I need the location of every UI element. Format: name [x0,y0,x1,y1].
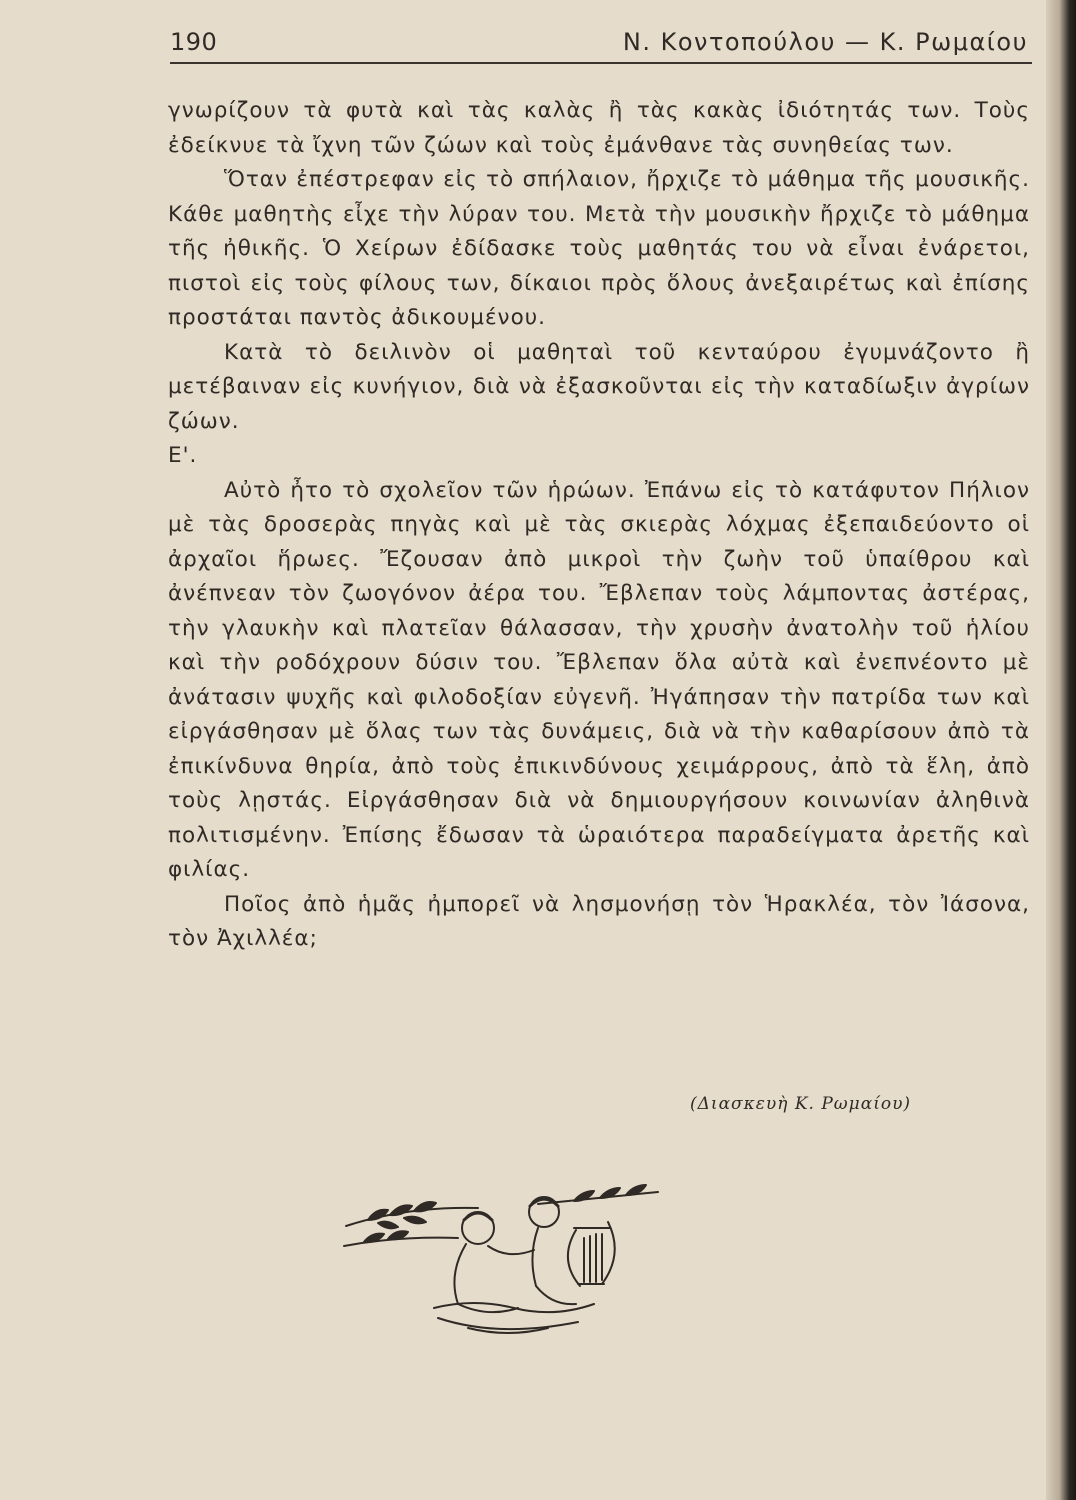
paragraph-1: γνωρίζουν τὰ φυτὰ καὶ τὰς καλὰς ἢ τὰς κακὰς ἰδιότητάς των. Τοὺς ἐδείκνυε τὰ ἴχνη τῶν ζώων καὶ τοὺς ἐμάνθανε τὰς συνηθείας των. [168,98,1030,158]
page-binding-edge [1046,0,1076,1500]
paragraph-4: Αὐτὸ ἦτο τὸ σχολεῖον τῶν ἡρώων. Ἐπάνω εἰς τὸ κατάφυτον Πήλιον μὲ τὰς δροσερὰς πηγὰς καὶ μὲ τὰς σκιερὰς λόχμας ἐξεπαιδεύοντο οἱ ἀρχαῖοι ἥρωες. Ἔζουσαν ἀπὸ μικροὶ τὴν ζωὴν τοῦ ὑπαίθρου καὶ ἀνέπνεαν τὸν ζωογόνον ἀέρα του. Ἔβλεπαν τοὺς λάμποντας ἀστέρας, τὴν γλαυκὴν καὶ πλατεῖαν θάλασσαν, τὴν χρυσὴν ἀνατολὴν τοῦ ἡλίου καὶ τὴν ροδόχρουν δύσιν του. Ἔβλεπαν ὅλα αὐτὰ καὶ ἐνεπνέοντο μὲ ἀνάτασιν ψυχῆς καὶ φιλοδοξίαν εὐγενῆ. Ἠγάπησαν τὴν πατρίδα των καὶ εἰργάσθησαν μὲ ὅλας των τὰς δυνάμεις, διὰ νὰ τὴν καθαρίσουν ἀπὸ τὰ ἐπικίνδυνα θηρία, ἀπὸ τοὺς ἐπικινδύνους χειμάρρους, ἀπὸ τὰ ἕλη, ἀπὸ τοὺς λῃστάς. Εἰργάσθησαν διὰ νὰ δημιουργήσουν κοινωνίαν ἀληθινὰ πολιτισμένην. Ἐπίσης ἔδωσαν τὰ ὡραιότερα παραδείγματα ἀρετῆς καὶ φιλίας. [168,477,1030,882]
page-header [170,22,1030,64]
page-number: 190 [170,28,218,56]
section-mark: Ε'. [168,443,198,468]
body-text [168,94,1030,957]
header-rule [170,62,1032,64]
attribution: (Διασκευὴ Κ. Ρωμαίου) [690,1094,912,1114]
paragraph-5: Ποῖος ἀπὸ ἡμᾶς ἠμπορεῖ νὰ λησμονήσῃ τὸν Ἡρακλέα, τὸν Ἰάσονα, τὸν Ἀχιλλέα; [168,891,1030,951]
lyre-player-vignette-icon [338,1168,678,1338]
paragraph-2: Ὅταν ἐπέστρεφαν εἰς τὸ σπήλαιον, ἤρχιζε τὸ μάθημα τῆς μουσικῆς. Κάθε μαθητὴς εἶχε τὴν λύραν του. Μετὰ τὴν μουσικὴν ἤρχιζε τὸ μάθημα τῆς ἠθικῆς. Ὁ Χείρων ἐδίδασκε τοὺς μαθητάς του νὰ εἶναι ἐνάρετοι, πιστοὶ εἰς τοὺς φίλους των, δίκαιοι πρὸς ὅλους ἀνεξαιρέτως καὶ ἐπίσης προστάται παντὸς ἀδικουμένου. [168,167,1030,330]
paragraph-3: Κατὰ τὸ δειλινὸν οἱ μαθηταὶ τοῦ κενταύρου ἐγυμνάζοντο ἢ μετέβαιναν εἰς κυνήγιον, διὰ νὰ ἐξασκοῦνται εἰς τὴν καταδίωξιν ἀγρίων ζώων. [168,339,1030,434]
running-title: Ν. Κοντοπούλου — Κ. Ρωμαίου [622,28,1028,56]
